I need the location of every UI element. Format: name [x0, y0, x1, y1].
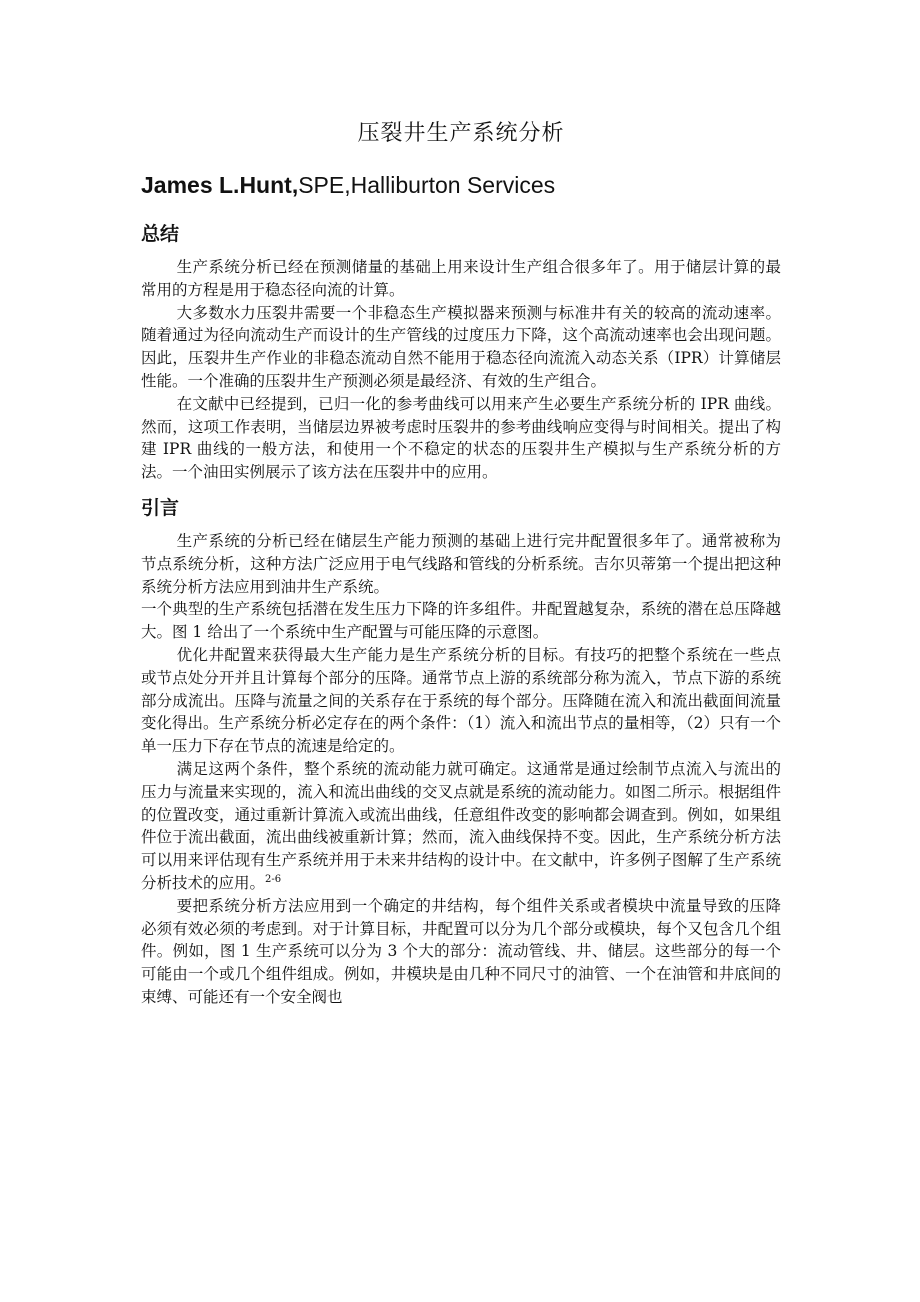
- citation-ref: 2-6: [265, 873, 282, 885]
- intro-paragraph: 要把系统分析方法应用到一个确定的井结构，每个组件关系或者模块中流量导致的压降必须有效必须的考虑到。对于计算目标，井配置可以分为几个部分或模块，每个又包含几个组件。例如，图 1 生产系统可以分为 3 个大的部分：流动管线、井、储层。这些部分的每一个可能由一个或几个组件组成。例如，井模块是由几种不同尺寸的油管、一个在油管和井底间的束缚、可能还有一个安全阀也: [141, 896, 781, 1006]
- author-affiliation: SPE,Halliburton Services: [298, 172, 556, 198]
- summary-heading: 总结: [141, 223, 180, 245]
- document-title: 压裂井生产系统分析: [357, 121, 565, 146]
- intro-paragraph: 优化井配置来获得最大生产能力是生产系统分析的目标。有技巧的把整个系统在一些点或节点处分开并且计算每个部分的压降。通常节点上游的系统部分称为流入，节点下游的系统部分成流出。压降与流量之间的关系存在于系统的每个部分。压降随在流入和流出截面间流量变化得出。生产系统分析必定存在的两个条件：（1）流入和流出节点的量相等，（2）只有一个单一压力下存在节点的流速是给定的。: [141, 645, 781, 756]
- summary-paragraph: 大多数水力压裂井需要一个非稳态生产模拟器来预测与标准井有关的较高的流动速率。随着通过为径向流动生产而设计的生产管线的过度压力下降，这个高流动速率也会出现问题。因此，压裂井生产作业的非稳态流动自然不能用于稳态径向流流入动态关系（IPR）计算储层性能。一个准确的压裂井生产预测必须是最经济、有效的生产组合。: [141, 303, 781, 390]
- intro-heading: 引言: [141, 496, 180, 519]
- summary-paragraph: 在文献中已经提到，已归一化的参考曲线可以用来产生必要生产系统分析的 IPR 曲线。然而，这项工作表明，当储层边界被考虑时压裂井的参考曲线响应变得与时间相关。提出了构建 IPR 曲线的一般方法，和使用一个不稳定的状态的压裂井生产模拟与生产系统分析的方法。一个油田实例展示了该方法在压裂井中的应用。: [141, 394, 781, 482]
- summary-paragraph: 生产系统分析已经在预测储量的基础上用来设计生产组合很多年了。用于储层计算的最常用的方程是用于稳态径向流的计算。: [141, 258, 781, 299]
- author-line: [141, 170, 781, 200]
- summary-section: [141, 220, 781, 484]
- page-content: [141, 118, 781, 1019]
- intro-paragraph: [141, 758, 781, 895]
- author-name: James L.Hunt,: [141, 172, 299, 198]
- intro-paragraph: 生产系统的分析已经在储层生产能力预测的基础上进行完井配置很多年了。通常被称为节点系统分析，这种方法广泛应用于电气线路和管线的分析系统。吉尔贝蒂第一个提出把这种系统分析方法应用到油井生产系统。: [141, 531, 781, 596]
- intro-section: [141, 494, 781, 1009]
- intro-paragraph: 一个典型的生产系统包括潜在发生压力下降的许多组件。井配置越复杂，系统的潜在总压降越大。图 1 给出了一个系统中生产配置与可能压降的示意图。: [141, 600, 781, 642]
- intro-paragraph-text: 满足这两个条件，整个系统的流动能力就可确定。这通常是通过绘制节点流入与流出的压力与流量来实现的，流入和流出曲线的交叉点就是系统的流动能力。如图二所示。根据组件的位置改变，通过重新计算流入或流出曲线，任意组件改变的影响都会调查到。例如，如果组件位于流出截面，流出曲线被重新计算；然而，流入曲线保持不变。因此，生产系统分析方法可以用来评估现有生产系统并用于未来井结构的设计中。在文献中，许多例子图解了生产系统分析技术的应用。: [141, 759, 781, 892]
